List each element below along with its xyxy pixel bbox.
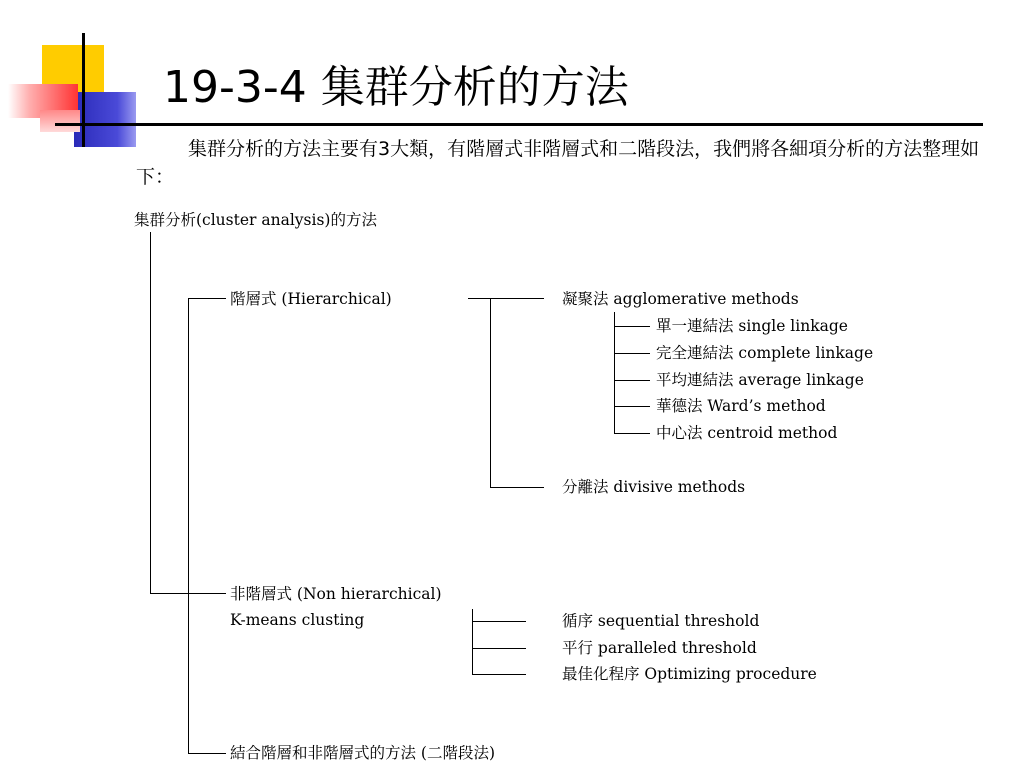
- trunk-root: [150, 232, 151, 594]
- title-underline: [55, 123, 983, 126]
- leaf-connector: [472, 621, 526, 622]
- leaf-connector: [472, 674, 526, 675]
- trunk-combined: [188, 298, 189, 754]
- node-non-hierarchical: 非階層式 (Non hierarchical): [230, 585, 442, 603]
- connector-root-nonhier: [150, 593, 226, 594]
- branch-agglomerative: [614, 312, 615, 434]
- branch-nonhier: [472, 609, 473, 675]
- node-combined: 結合階層和非階層式的方法 (二階段法): [230, 744, 496, 762]
- intro-paragraph: [136, 135, 986, 191]
- node-divisive: 分離法 divisive methods: [562, 478, 746, 496]
- leaf-complete-linkage: 完全連結法 complete linkage: [656, 344, 874, 362]
- connector-hierarchical-out: [468, 298, 544, 299]
- leaf-connector: [614, 433, 650, 434]
- node-kmeans: K-means clusting: [230, 611, 365, 629]
- tree-root: 集群分析(cluster analysis)的方法: [134, 211, 377, 229]
- deco-vertical-rule: [82, 33, 85, 147]
- leaf-average-linkage: 平均連結法 average linkage: [656, 371, 864, 389]
- leaf-connector: [614, 406, 650, 407]
- leaf-connector: [472, 648, 526, 649]
- leaf-sequential-threshold: 循序 sequential threshold: [562, 612, 760, 630]
- leaf-wards-method: 華德法 Ward’s method: [656, 397, 826, 415]
- branch-hierarchical: [490, 298, 491, 488]
- leaf-paralleled-threshold: 平行 paralleled threshold: [562, 639, 757, 657]
- connector-hierarchical: [188, 298, 226, 299]
- connector-divisive: [490, 487, 544, 488]
- connector-combined: [188, 753, 226, 754]
- deco-red-bar-shade: [40, 110, 80, 132]
- node-hierarchical: 階層式 (Hierarchical): [230, 290, 392, 308]
- leaf-single-linkage: 單一連結法 single linkage: [656, 317, 848, 335]
- leaf-connector: [614, 326, 650, 327]
- leaf-connector: [614, 380, 650, 381]
- node-agglomerative: 凝聚法 agglomerative methods: [562, 290, 799, 308]
- leaf-connector: [614, 353, 650, 354]
- leaf-optimizing-procedure: 最佳化程序 Optimizing procedure: [562, 665, 817, 683]
- leaf-centroid-method: 中心法 centroid method: [656, 424, 838, 442]
- page-title: 19-3-4 集群分析的方法: [163, 62, 629, 113]
- intro-text: 集群分析的方法主要有3大類，有階層式非階層式和二階段法，我們將各細項分析的方法整理如下：: [136, 138, 980, 188]
